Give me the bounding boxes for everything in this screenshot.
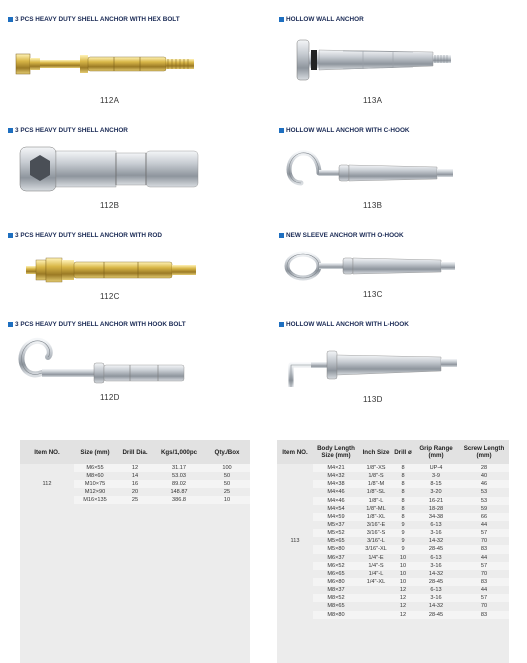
table-cell: 6-13 [430, 554, 442, 561]
table-cell: 1/4"-S [368, 562, 384, 569]
c-hook-anchor-icon [281, 139, 465, 197]
table-cell: 57 [480, 562, 488, 569]
table-cell: 3-20 [430, 489, 442, 496]
table-cell: 6-13 [430, 522, 442, 529]
rod-shell-anchor-icon [24, 250, 200, 290]
table-112 [20, 440, 250, 663]
hook-bolt-shell-anchor-icon [12, 333, 200, 397]
table-cell: M8×80 [327, 611, 345, 618]
table-cell: 3/16"-XL [365, 546, 387, 553]
table-row: M10×75 16 89.02 50 [20, 480, 250, 488]
header-item-no: Item NO. [20, 440, 74, 464]
product-title: 3 PCS HEAVY DUTY SHELL ANCHOR [8, 127, 128, 134]
table-cell [359, 594, 393, 602]
table-cell: M6×80 [327, 579, 345, 586]
table-cell: 8 [401, 505, 405, 512]
table-cell: 9 [401, 530, 405, 537]
table-cell: 70 [480, 538, 488, 545]
header-screw-length: Screw Length (mm) [459, 440, 509, 464]
table-cell: 14-32 [428, 538, 444, 545]
l-hook-anchor-icon [281, 331, 465, 395]
table-cell [359, 602, 393, 610]
table-cell: M5×52 [327, 530, 345, 537]
product-112b [8, 127, 258, 232]
bullet-icon [279, 233, 284, 238]
table-cell: 70 [480, 603, 488, 610]
table-cell: 44 [480, 587, 488, 594]
table-cell: 8 [401, 481, 405, 488]
table-cell: 10 [399, 562, 407, 569]
table-cell: M4×32 [327, 473, 345, 480]
bullet-icon [8, 128, 13, 133]
table-cell: 3-16 [430, 562, 442, 569]
product-title: 3 PCS HEAVY DUTY SHELL ANCHOR WITH ROD [8, 232, 162, 239]
table-cell: 1/8"-S [368, 473, 384, 480]
table-cell: M4×46 [327, 497, 345, 504]
table-cell: 12 [399, 611, 407, 618]
header-qty: Qty./Box [204, 440, 250, 464]
table-cell: 1/8"-SL [366, 489, 386, 496]
table-cell: 3/16"-S [366, 530, 386, 537]
table-cell: 57 [480, 595, 488, 602]
product-code: 113B [363, 201, 383, 210]
table-cell: 3/16"-L [367, 538, 385, 545]
product-title: NEW SLEEVE ANCHOR WITH O-HOOK [279, 232, 404, 239]
product-title: HOLLOW WALL ANCHOR WITH C-HOOK [279, 127, 410, 134]
product-112a [8, 16, 258, 121]
header-drill: Drill Dia. [116, 440, 154, 464]
product-113b [279, 127, 527, 232]
table-cell: M6×65 [327, 570, 345, 577]
product-113d [279, 321, 527, 426]
table-cell: 28-45 [428, 579, 444, 586]
table-cell: 1/4"-E [368, 554, 384, 561]
table-cell [359, 586, 393, 594]
table-cell: 1/8"-M [367, 481, 385, 488]
product-code: 112B [100, 201, 120, 210]
table-cell: 12 [399, 595, 407, 602]
header-size: Size (mm) [74, 440, 116, 464]
item-no-cell: 113 [277, 464, 313, 619]
table-cell: 8 [401, 497, 405, 504]
table-cell: 9 [401, 522, 405, 529]
table-cell: 16-21 [428, 497, 444, 504]
table-cell: 1/8"-XS [366, 465, 386, 472]
product-title: 3 PCS HEAVY DUTY SHELL ANCHOR WITH HEX BOLT [8, 16, 180, 23]
bullet-icon [279, 17, 284, 22]
table-cell: 10 [399, 554, 407, 561]
bullet-icon [8, 322, 13, 327]
table-cell: 46 [480, 481, 488, 488]
table-cell: 59 [480, 505, 488, 512]
table-cell: 34-38 [428, 513, 444, 520]
table-cell: 40 [480, 473, 488, 480]
table-cell: 1/8"-L [368, 497, 384, 504]
table-row [277, 464, 509, 472]
table-row: M8×60 14 53.03 50 [86, 473, 231, 480]
table-cell: 28-45 [428, 546, 444, 553]
table-cell: 10 [399, 570, 407, 577]
table-cell: 3-9 [431, 473, 441, 480]
table-113 [277, 440, 509, 663]
table-cell: 14-32 [428, 603, 444, 610]
item-no-cell: 112 [20, 464, 74, 504]
table-cell: 28-45 [428, 611, 444, 618]
table-row: M12×90 20 148.87 25 [84, 489, 231, 496]
table-cell: M5×80 [327, 546, 345, 553]
table-cell: 83 [480, 579, 488, 586]
hex-bolt-shell-anchor-icon [14, 40, 200, 90]
table-cell: 1/8"-XL [366, 513, 386, 520]
product-title: 3 PCS HEAVY DUTY SHELL ANCHOR WITH HOOK BOLT [8, 321, 186, 328]
product-code: 112A [100, 96, 120, 105]
bullet-icon [279, 128, 284, 133]
table-cell: 53 [480, 489, 488, 496]
header-drill: Drill ø [393, 440, 413, 464]
o-hook-anchor-icon [281, 242, 465, 292]
table-cell: UP-4 [429, 465, 443, 472]
table-cell: 66 [480, 513, 488, 520]
product-code: 113C [363, 290, 383, 299]
table-cell: M6×52 [327, 562, 345, 569]
table-cell: M5×65 [327, 538, 345, 545]
table-cell: M6×37 [327, 554, 345, 561]
table-row: 112 M6×55 12 31.17 100 [20, 464, 250, 472]
table-cell: M4×46 [327, 489, 345, 496]
bullet-icon [279, 322, 284, 327]
table-cell: 9 [401, 546, 405, 553]
product-112d [8, 321, 258, 426]
bullet-icon [8, 233, 13, 238]
table-cell: 12 [399, 603, 407, 610]
table-cell: 83 [480, 611, 488, 618]
table-cell: 8 [401, 513, 405, 520]
table-cell: M4×59 [327, 513, 345, 520]
table-cell: 3-16 [430, 530, 442, 537]
table-cell: 8 [401, 473, 405, 480]
table-cell: 14-32 [428, 570, 444, 577]
table-row: M16×135 25 386.8 10 [20, 496, 250, 504]
bullet-icon [8, 17, 13, 22]
table-cell: M4×21 [327, 465, 345, 472]
table-cell: 28 [480, 465, 488, 472]
table-cell: 8 [401, 465, 405, 472]
product-code: 113D [363, 395, 383, 404]
table-cell: 6-13 [430, 587, 442, 594]
product-code: 112C [100, 292, 120, 301]
product-113a [279, 16, 527, 121]
product-title: HOLLOW WALL ANCHOR WITH L-HOOK [279, 321, 409, 328]
table-cell: 3-16 [430, 595, 442, 602]
product-title: HOLLOW WALL ANCHOR [279, 16, 364, 23]
table-cell: 3/16"-E [366, 522, 386, 529]
table-cell: 44 [480, 522, 488, 529]
table-cell: 9 [401, 538, 405, 545]
table-cell: M8×37 [327, 587, 345, 594]
header-body-length: Body Length Size (mm) [313, 440, 359, 464]
table-cell: 8-15 [430, 481, 442, 488]
table-cell: 18-28 [428, 505, 444, 512]
table-cell: 70 [480, 570, 488, 577]
table-cell: M4×38 [327, 481, 345, 488]
table-cell: 1/8"-ML [366, 505, 386, 512]
table-cell: M4×54 [327, 505, 345, 512]
table-cell: 1/4"-XL [366, 579, 386, 586]
header-item-no: Item NO. [277, 440, 313, 464]
table-cell: M8×65 [327, 603, 345, 610]
table-cell [359, 611, 393, 619]
product-code: 113A [363, 96, 383, 105]
table-cell: 1/4"-L [368, 570, 384, 577]
shell-anchor-icon [18, 141, 204, 197]
table-cell: M5×37 [327, 522, 345, 529]
table-cell: 12 [399, 587, 407, 594]
product-code: 112D [100, 393, 120, 402]
header-grip-range: Grip Range (mm) [413, 440, 459, 464]
header-kgs: Kgs/1,000pc [154, 440, 204, 464]
table-cell: 10 [399, 579, 407, 586]
table-cell: 57 [480, 530, 488, 537]
table-cell: 44 [480, 554, 488, 561]
table-cell: 53 [480, 497, 488, 504]
table-cell: 8 [401, 489, 405, 496]
table-cell: 83 [480, 546, 488, 553]
hollow-wall-anchor-icon [283, 32, 463, 88]
header-inch-size: Inch Size [359, 440, 393, 464]
table-cell: M8×52 [327, 595, 345, 602]
